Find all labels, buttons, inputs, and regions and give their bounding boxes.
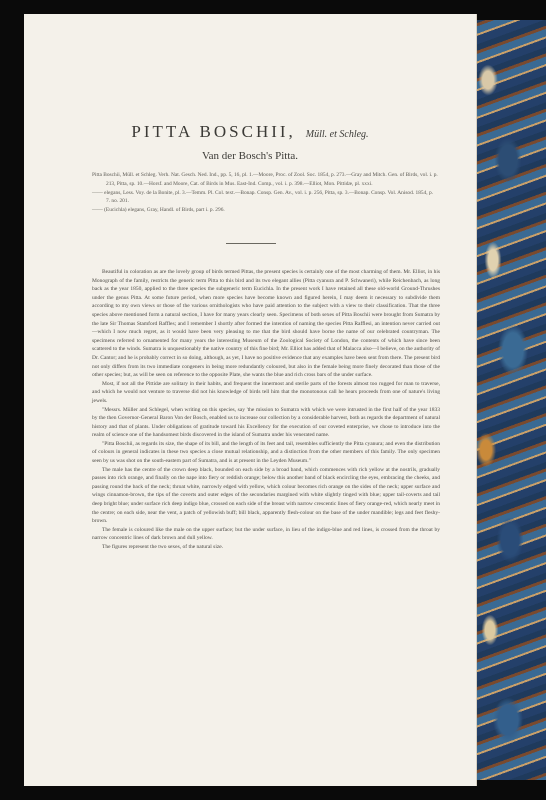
page-title	[24, 122, 476, 142]
synonymy-entry: —— elegans, Less. Voy. de la Bonite, pl. 3.—Temm. Pl. Col. text.—Bonap. Consp. Gen. Av., vol. i. p. 256, Pitta, sp. 3.—Bonap. Consp. Vol. Anisod. 1854, p. 7. no. 201.	[92, 189, 434, 205]
paragraph: The male has the centre of the crown deep black, bounded on each side by a broad band, which commences with rich yellow at the nostrils, gradually passes into rich orange, and finally on the nape into fiery or reddish orange; below this another band of black encircling the eyes, embracing the cheeks, and passing round the back of the neck; throat white, narrowly edged with yellow, which colour becomes rich orange on the sides of the neck; upper surface and wings cinnamon-brown, the tips of the coverts and outer edges of the secondaries margined with white slightly tinged with blue; upper tail-coverts and tail deep bright blue; under surface rich deep indigo blue, crossed on each side of the breast with narrow crescentic lines of fiery orange-red, which nearly meet in the centre; on each side, near the vent, a patch of yellowish buff; bill black, apparently flesh-colour on the base of the under mandible; legs and feet fleshy-brown.	[92, 466, 440, 525]
book-page	[24, 14, 476, 786]
paragraph: The female is coloured like the male on the upper surface; but the under surface, in lieu of the indigo-blue and red lines, is crossed from the throat by narrow concentric lines of dark brown and dull yellow.	[92, 526, 440, 542]
marbled-endpaper	[468, 20, 546, 780]
synonymy-block	[92, 171, 438, 215]
paragraph: Beautiful in coloration as are the lovely group of birds termed Pittas, the present species is certainly one of the most charming of them. Mr. Elliot, in his Monograph of the family, restricts the generic term Pitta to this bird and its two elegant allies (Pitta cyanura and P. Schwaneri), while Reichenbach, as long back as the year 1850, applied to the three species the subgeneric term Eucichla. In the present work I have retained all these old-world Ground-Thrushes under the genus Pitta. At some future period, when more species have become known and figured herein, I may deem it necessary to subdivide them according to my own views or those of the various ornithologists who have paid attention to the subject with a view to their classification. That the three species above mentioned form a natural section, I have for many years clearly seen. Specimens of both sexes of Pitta Boschii were brought from Sumatra by the late Sir Thomas Stamford Raffles; and I remember I shortly after formed the intention of naming the species Pitta Rafflesi, an intention never carried out—which I now much regret, as it would have been very pleasing to me that the bird should have borne the name of our celebrated countryman. The specimens referred to ornamented for many years the interesting Museum of the Zoological Society of London, the contents of which have since been scattered to the winds. Sumatra is unquestionably the native country of this fine bird; Mr. Elliot has added that of Malacca also—I believe, on the authority of Dr. Cantor; and he is probably correct in so doing, although, as yet, I have no positive evidence that any examples have been sent from there. The present bird not only differs from its two immediate congeners in being more redundantly coloured, but also in the female being more finely decorated than those of the other species; but, as will be seen on reference to the opposite Plate, she wants the blue and rich cross bars of the under surface.	[92, 269, 440, 379]
species-authority: Müll. et Schleg.	[305, 129, 369, 140]
species-name: PITTA BOSCHII,	[131, 122, 296, 141]
common-name: Van der Bosch's Pitta.	[201, 150, 299, 162]
paragraph: Most, if not all the Pittidæ are solitary in their habits, and frequent the innermost and sterile parts of the forests almost too rugged for man to traverse, and which he would not venture to traverse did not his knowledge of birds tell him that the monotonous call he hears proceeds from one of nature's living jewels.	[92, 380, 440, 404]
paragraph: "Pitta Boschii, as regards its size, the shape of its bill, and the length of its feet and tail, resembles sufficiently the Pitta cyanura; and even the distribution of colours in general indicates in these two species a close mutual relationship, and a distinction from the other members of this family. The only specimen seen by us was shot on the south-eastern part of Sumatra, and is at present in the Leyden Museum."	[92, 440, 440, 465]
body-text	[92, 268, 440, 552]
paragraph: The figures represent the two sexes, of the natural size.	[102, 544, 224, 550]
synonymy-entry: Pitta Boschii, Müll. et Schleg. Verh. Nat. Gesch. Ned. Ind., pp. 5, 16, pl. 1.—Moore, Proc. of Zool. Soc. 1854, p. 273.—Gray and Mitch. Gen. of Birds, vol. i. p. 213, Pitta, sp. 10.—Horsf. and Moore, Cat. of Birds in Mus. East-Ind. Comp., vol. i. p. 398.—Elliot, Mon. Pittidæ, pl. xxxi.	[92, 172, 438, 187]
synonymy-entry: —— (Eucichla) elegans, Gray, Handl. of Birds, part i. p. 296.	[92, 207, 225, 214]
divider-rule	[226, 243, 276, 244]
paragraph: "Messrs. Müller and Schlegel, when writing on this species, say 'the mission to Sumatra with which we were intrusted in the first half of the year 1833 by the then Governor-General Baron Von der Bosch, enabled us to increase our collection by a considerable harvest, both as regards the department of natural history and that of plants. Under obligations of gratitude toward his Excellency for the execution of our coveted enterprise, we chose to introduce into the realm of science one of the handsomest birds discovered in the island of Sumatra under his venerated name.	[92, 406, 440, 439]
